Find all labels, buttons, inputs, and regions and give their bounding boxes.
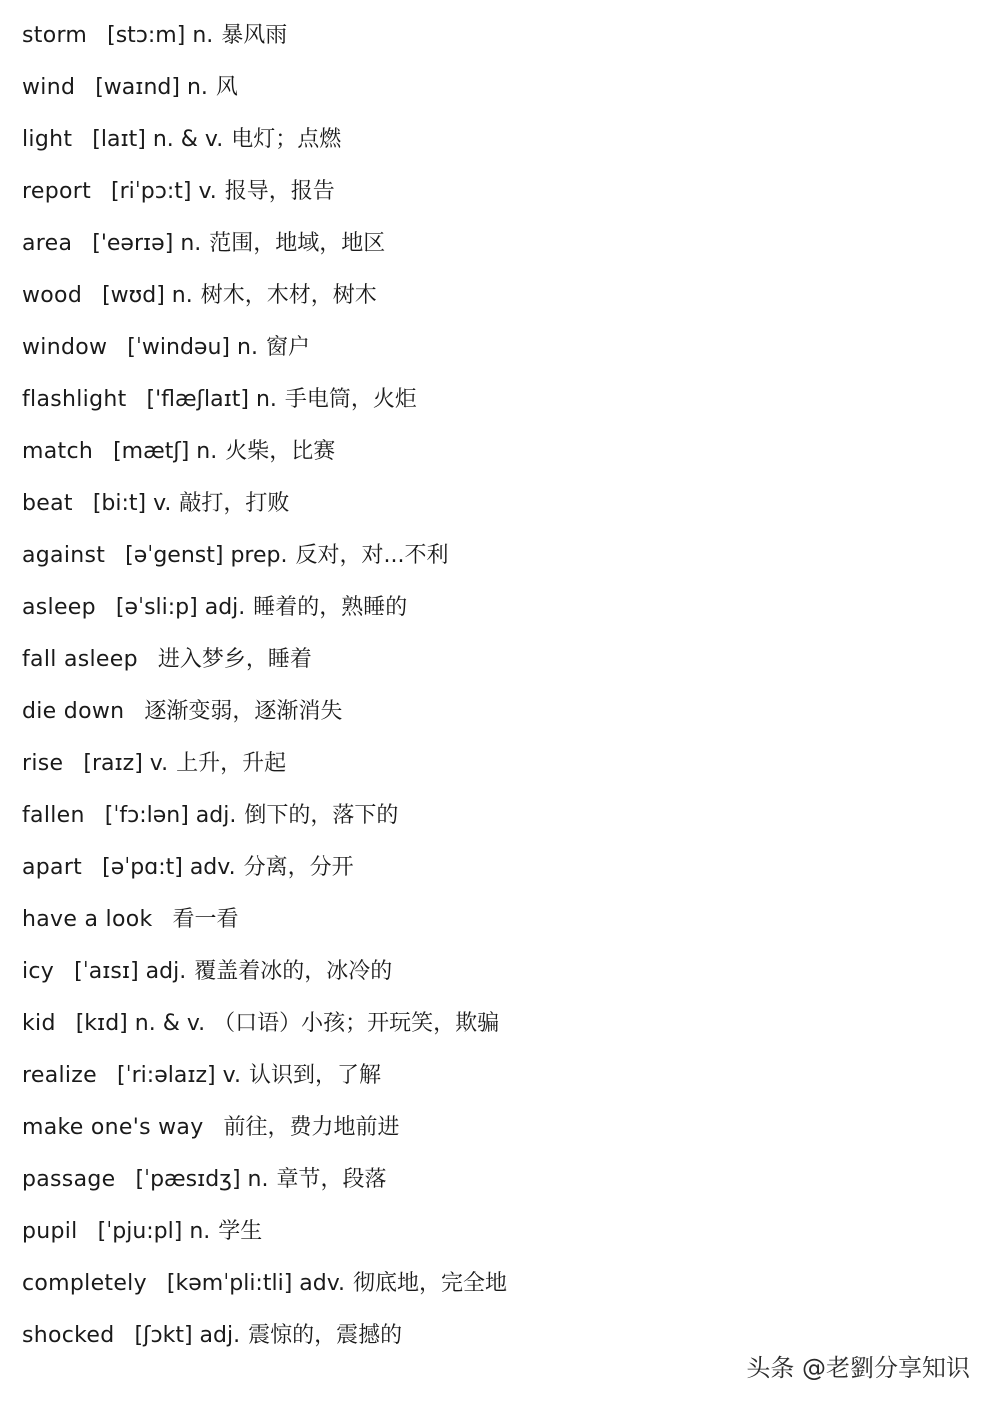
- vocab-pos: v.: [149, 751, 169, 776]
- vocab-word: match: [22, 439, 94, 464]
- vocab-entry: [22, 379, 507, 431]
- vocab-word: make one's way: [22, 1115, 204, 1140]
- vocab-word: report: [22, 179, 91, 204]
- vocab-meaning: （口语）小孩；开玩笑，欺骗: [213, 1011, 500, 1036]
- vocab-word: pupil: [22, 1219, 78, 1244]
- vocab-entry: [22, 691, 507, 743]
- vocab-meaning: 前往，费力地前进: [223, 1115, 400, 1140]
- vocab-pos: n.: [255, 387, 277, 412]
- vocab-entry: [22, 431, 507, 483]
- vocab-entry: [22, 119, 507, 171]
- vocab-pos: adj.: [199, 1323, 241, 1348]
- vocab-meaning: 敲打，打败: [179, 491, 290, 516]
- vocab-meaning: 暴风雨: [221, 23, 288, 48]
- vocab-meaning: 电灯；点燃: [231, 127, 342, 152]
- vocab-pos: n.: [171, 283, 193, 308]
- vocab-word: kid: [22, 1011, 56, 1036]
- vocab-word: fallen: [22, 803, 85, 828]
- vocab-meaning: 反对，对...不利: [295, 543, 449, 568]
- vocab-phonetic: [mætʃ]: [113, 439, 190, 464]
- vocab-phonetic: [ˈaɪsɪ]: [74, 959, 139, 984]
- vocab-meaning: 彻底地，完全地: [353, 1271, 508, 1296]
- vocab-entry: [22, 275, 507, 327]
- vocab-meaning: 风: [215, 75, 238, 100]
- vocab-phonetic: [ʃɔkt]: [134, 1323, 193, 1348]
- vocab-word: storm: [22, 23, 88, 48]
- vocab-entry: [22, 223, 507, 275]
- vocab-phonetic: [ˈpju:pl]: [97, 1219, 183, 1244]
- vocab-meaning: 手电筒，火炬: [284, 387, 417, 412]
- vocab-phonetic: [riˈpɔ:t]: [111, 179, 192, 204]
- vocab-word: wind: [22, 75, 76, 100]
- vocab-pos: adj.: [195, 803, 237, 828]
- vocab-word: asleep: [22, 595, 96, 620]
- vocab-pos: adj.: [145, 959, 187, 984]
- vocab-phonetic: [kəmˈpli:tli]: [166, 1271, 293, 1296]
- vocab-meaning: 倒下的，落下的: [244, 803, 399, 828]
- vocabulary-list: [22, 15, 507, 1367]
- vocab-word: die down: [22, 699, 125, 724]
- vocab-meaning: 覆盖着冰的，冰冷的: [194, 959, 393, 984]
- vocab-phonetic: [waɪnd]: [95, 75, 180, 100]
- vocab-entry: [22, 171, 507, 223]
- vocab-phonetic: [kɪd]: [75, 1011, 128, 1036]
- vocab-phonetic: [ˈpæsɪdʒ]: [135, 1167, 241, 1192]
- vocab-word: passage: [22, 1167, 116, 1192]
- vocab-pos: n.: [186, 75, 208, 100]
- vocab-entry: [22, 795, 507, 847]
- vocab-pos: n. & v.: [152, 127, 224, 152]
- vocab-pos: prep.: [230, 543, 288, 568]
- vocab-phonetic: [əˈgenst]: [125, 543, 224, 568]
- vocab-phonetic: [bi:t]: [92, 491, 147, 516]
- vocab-meaning: 看一看: [172, 907, 239, 932]
- vocab-entry: [22, 67, 507, 119]
- vocab-pos: adv.: [299, 1271, 346, 1296]
- vocab-entry: [22, 535, 507, 587]
- vocab-meaning: 分离，分开: [243, 855, 354, 880]
- vocab-meaning: 认识到，了解: [248, 1063, 381, 1088]
- vocab-meaning: 进入梦乡，睡着: [157, 647, 312, 672]
- vocab-word: against: [22, 543, 106, 568]
- source-watermark: 头条 @老劉分享知识: [746, 1354, 970, 1382]
- vocab-phonetic: [ˈri:əlaɪz]: [117, 1063, 216, 1088]
- vocab-pos: n.: [192, 23, 214, 48]
- vocab-meaning: 逐渐变弱，逐渐消失: [144, 699, 343, 724]
- vocab-word: have a look: [22, 907, 153, 932]
- vocab-pos: n.: [196, 439, 218, 464]
- vocab-entry: [22, 1003, 507, 1055]
- vocab-entry: [22, 1055, 507, 1107]
- vocab-entry: [22, 1159, 507, 1211]
- vocab-entry: [22, 15, 507, 67]
- vocab-word: rise: [22, 751, 64, 776]
- vocab-phonetic: [laɪt]: [92, 127, 146, 152]
- vocab-pos: v.: [198, 179, 217, 204]
- vocab-phonetic: [raɪz]: [83, 751, 143, 776]
- vocab-entry: [22, 1315, 507, 1367]
- vocab-word: realize: [22, 1063, 97, 1088]
- vocab-phonetic: ['eərɪə]: [92, 231, 174, 256]
- vocab-word: shocked: [22, 1323, 115, 1348]
- vocab-meaning: 火柴，比赛: [225, 439, 336, 464]
- vocab-pos: adj.: [204, 595, 246, 620]
- vocab-meaning: 学生: [218, 1219, 263, 1244]
- vocab-entry: [22, 327, 507, 379]
- vocab-entry: [22, 1211, 507, 1263]
- vocab-meaning: 章节，段落: [276, 1167, 387, 1192]
- vocab-entry: [22, 743, 507, 795]
- vocab-phonetic: [ˈfɔ:lən]: [104, 803, 189, 828]
- vocab-entry: [22, 1263, 507, 1315]
- vocab-word: fall asleep: [22, 647, 138, 672]
- vocab-meaning: 窗户: [265, 335, 310, 360]
- vocab-word: area: [22, 231, 73, 256]
- vocab-pos: n. & v.: [134, 1011, 206, 1036]
- vocab-entry: [22, 483, 507, 535]
- vocab-word: beat: [22, 491, 73, 516]
- vocab-word: wood: [22, 283, 83, 308]
- vocab-pos: v.: [222, 1063, 241, 1088]
- vocab-pos: n.: [180, 231, 202, 256]
- vocab-word: apart: [22, 855, 83, 880]
- vocab-word: completely: [22, 1271, 147, 1296]
- vocab-word: flashlight: [22, 387, 127, 412]
- vocab-phonetic: [əˈpɑ:t]: [102, 855, 183, 880]
- vocab-entry: [22, 951, 507, 1003]
- vocab-entry: [22, 1107, 507, 1159]
- vocab-entry: [22, 899, 507, 951]
- vocab-pos: v.: [153, 491, 172, 516]
- vocab-entry: [22, 639, 507, 691]
- vocab-pos: adv.: [189, 855, 236, 880]
- vocab-phonetic: ['flæʃlaɪt]: [146, 387, 249, 412]
- vocab-entry: [22, 847, 507, 899]
- vocab-pos: n.: [247, 1167, 269, 1192]
- vocab-meaning: 报导，报告: [224, 179, 335, 204]
- vocab-meaning: 震惊的，震撼的: [248, 1323, 403, 1348]
- vocab-meaning: 树木，木材，树木: [200, 283, 377, 308]
- vocab-word: light: [22, 127, 73, 152]
- vocab-entry: [22, 587, 507, 639]
- vocab-meaning: 上升，升起: [176, 751, 287, 776]
- vocab-pos: n.: [189, 1219, 211, 1244]
- vocab-meaning: 范围，地域，地区: [209, 231, 386, 256]
- vocab-word: window: [22, 335, 108, 360]
- vocab-phonetic: [wʊd]: [102, 283, 165, 308]
- vocab-meaning: 睡着的，熟睡的: [253, 595, 408, 620]
- vocab-word: icy: [22, 959, 55, 984]
- vocab-phonetic: [əˈsli:p]: [115, 595, 198, 620]
- vocab-phonetic: [ˈwindəu]: [127, 335, 230, 360]
- vocab-pos: n.: [237, 335, 258, 360]
- vocab-phonetic: [stɔ:m]: [107, 23, 186, 48]
